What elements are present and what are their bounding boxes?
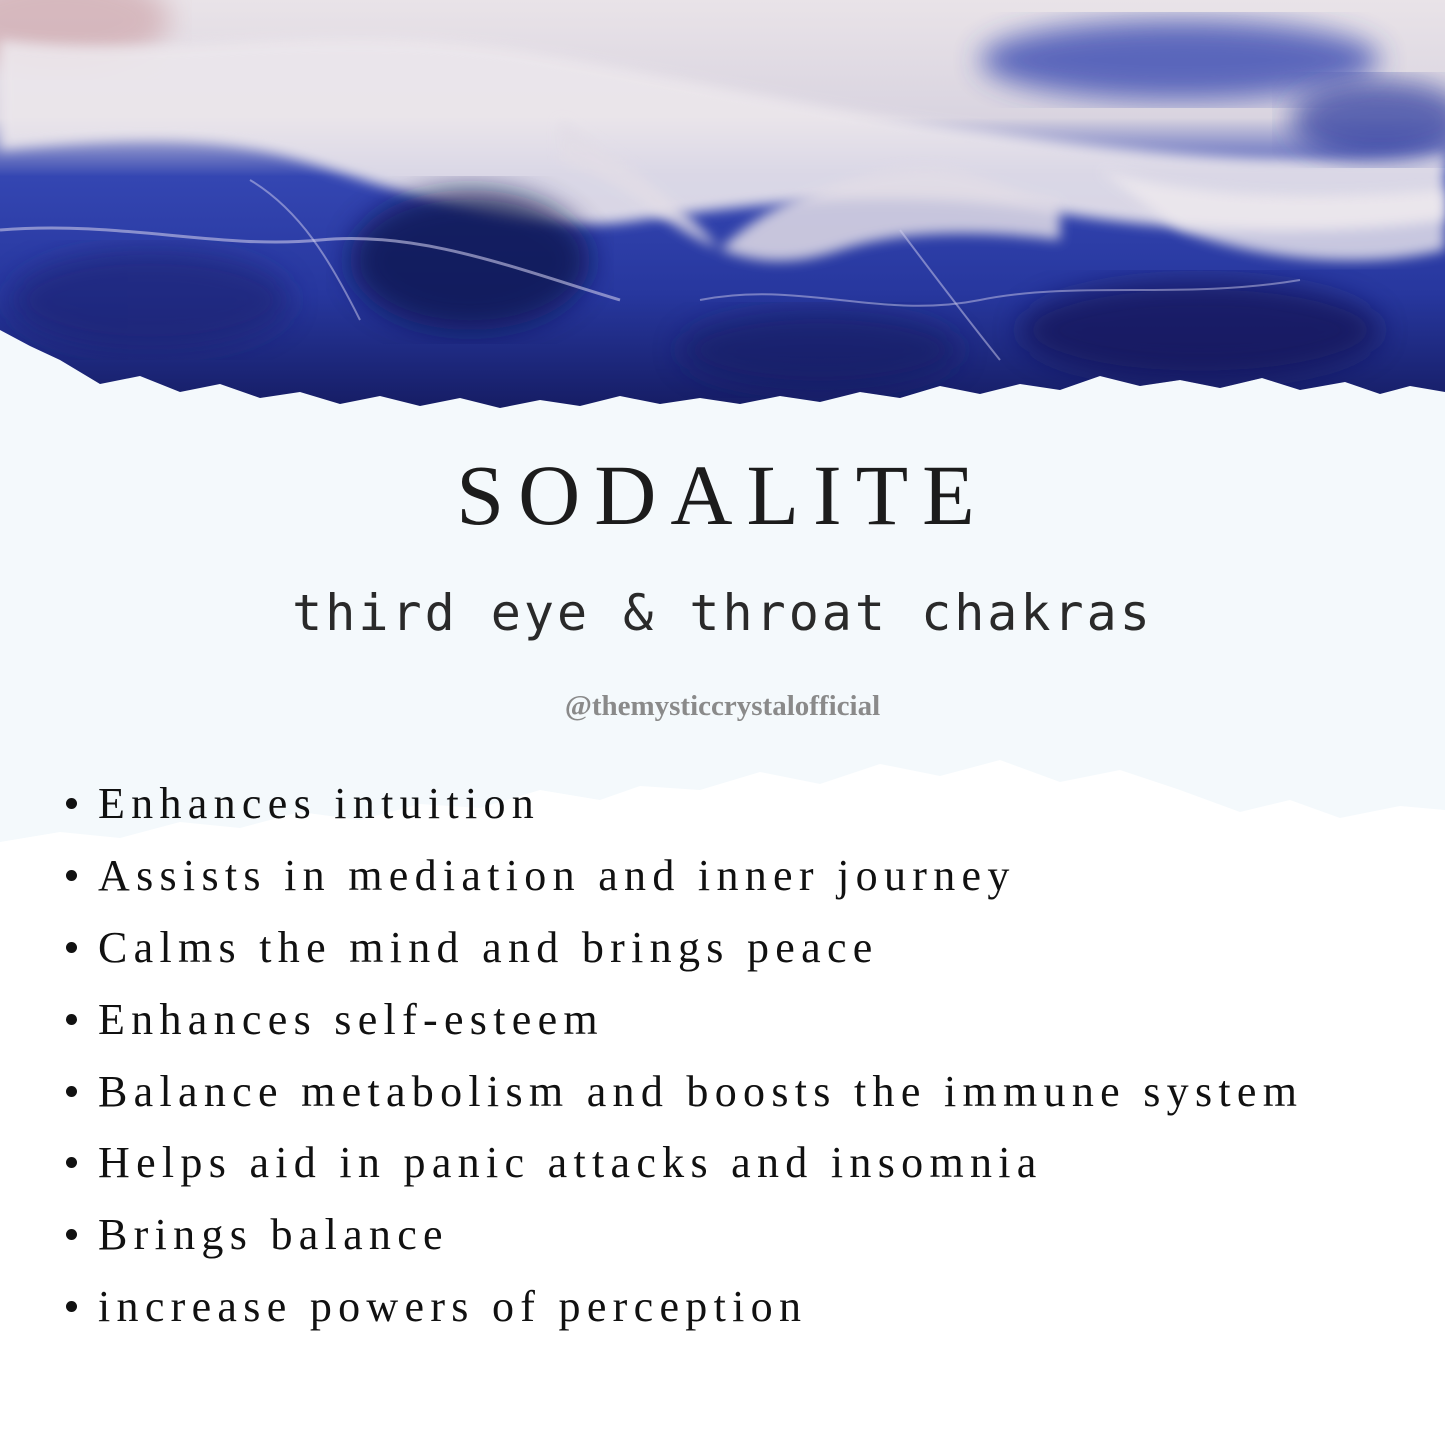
bullet-icon <box>66 1301 77 1312</box>
benefit-text: Brings balance <box>98 1210 449 1260</box>
benefit-text: Assists in mediation and inner journey <box>98 851 1016 901</box>
bullet-icon <box>66 1014 77 1025</box>
benefit-text: Helps aid in panic attacks and insomnia <box>98 1138 1043 1188</box>
page-title: SODALITE <box>456 447 989 543</box>
list-item <box>66 1127 1303 1199</box>
benefit-text: Balance metabolism and boosts the immune system <box>98 1066 1304 1116</box>
list-item <box>66 1271 1303 1343</box>
benefit-text: Enhances intuition <box>98 779 541 829</box>
bullet-icon <box>66 798 77 809</box>
bullet-icon <box>66 1157 77 1168</box>
bullet-icon <box>66 1229 77 1240</box>
social-handle: @themysticcrystalofficial <box>564 690 881 722</box>
bullet-icon <box>66 870 77 881</box>
list-item <box>66 1199 1303 1271</box>
benefit-text: Calms the mind and brings peace <box>98 922 879 972</box>
benefit-text: Enhances self-esteem <box>98 994 604 1044</box>
bullet-icon <box>66 942 77 953</box>
benefit-text: increase powers of perception <box>98 1281 808 1331</box>
chakra-subtitle: third eye & throat chakras <box>292 584 1153 642</box>
list-item <box>66 983 1303 1055</box>
list-item <box>66 768 1303 840</box>
list-item <box>66 1055 1303 1127</box>
list-item <box>66 912 1303 984</box>
list-item <box>66 840 1303 912</box>
benefits-list <box>66 768 1303 1342</box>
bullet-icon <box>66 1086 77 1097</box>
